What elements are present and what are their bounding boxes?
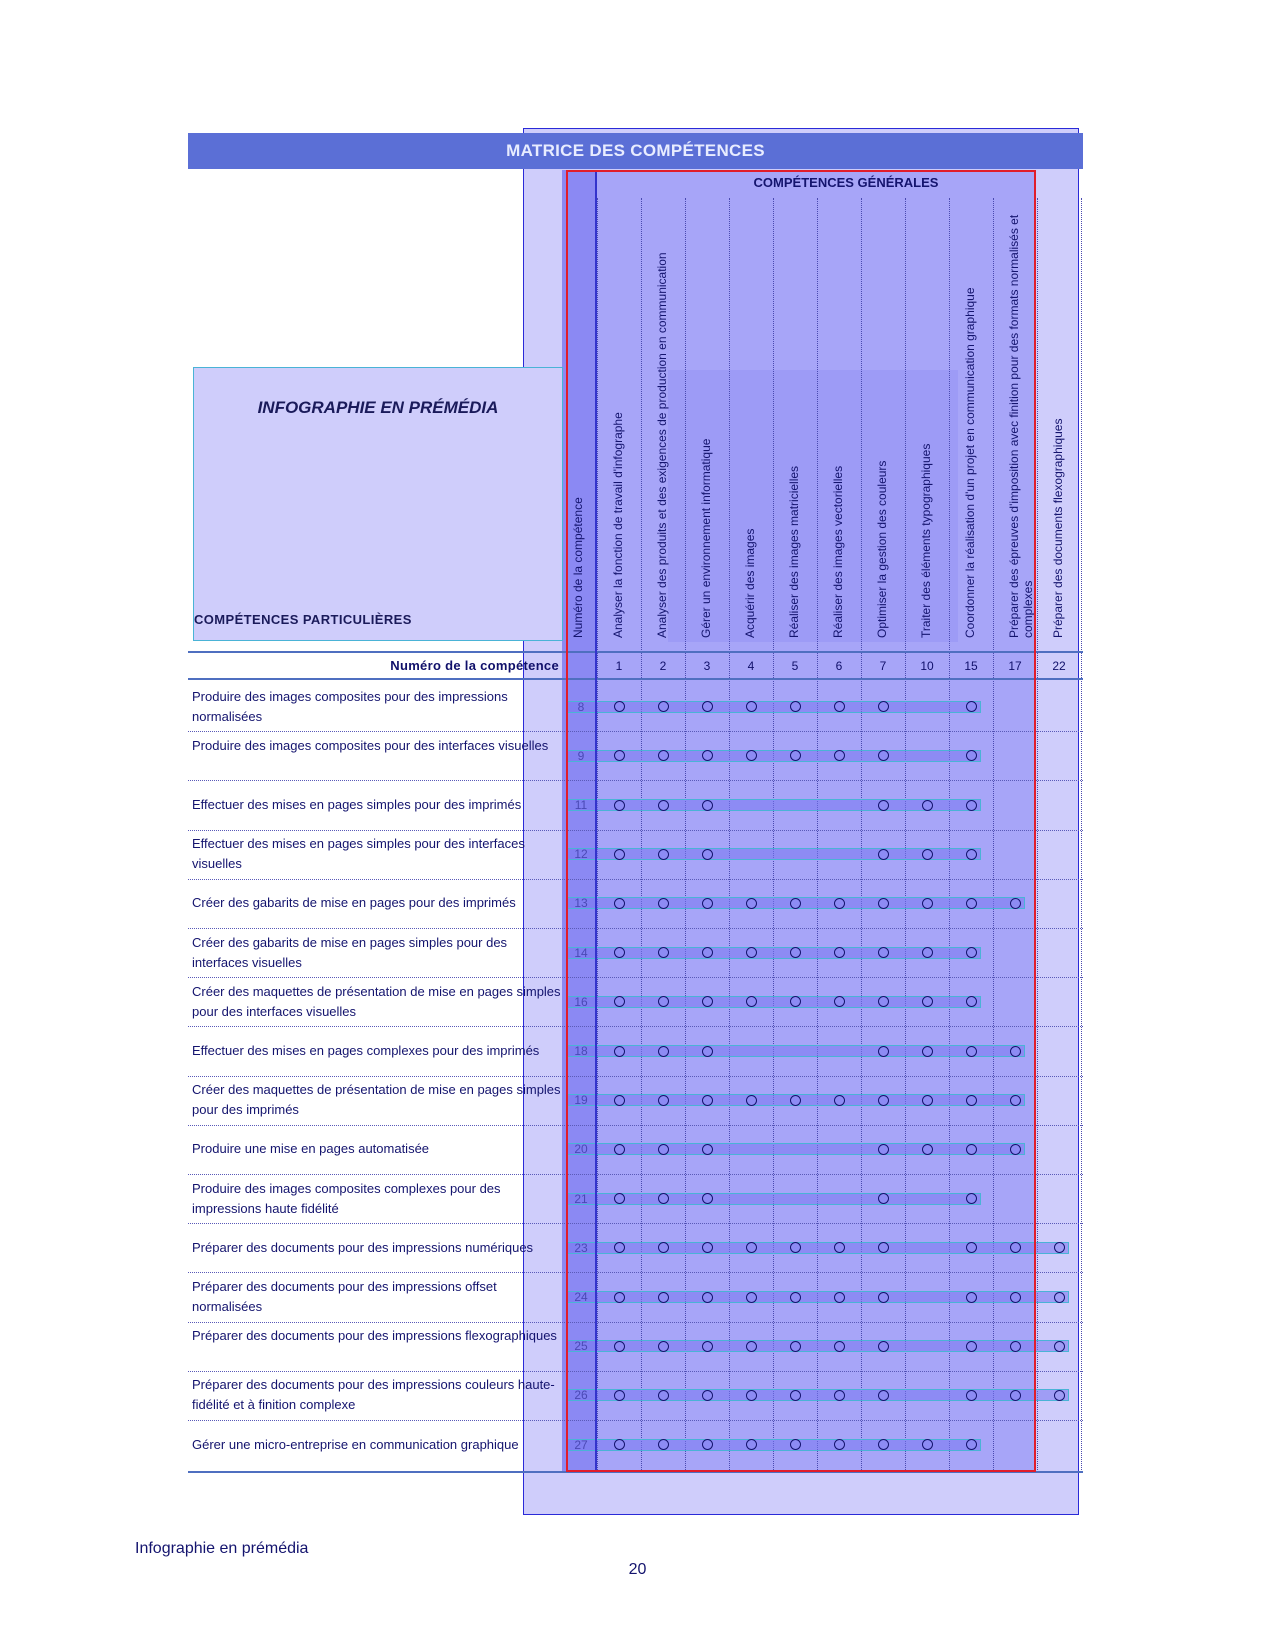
general-competency-label: Réaliser des images vectorielles [831, 465, 845, 638]
page-number: 20 [628, 1561, 647, 1578]
general-competency-label: Acquérir des images [743, 528, 757, 638]
particular-competency-label: Préparer des documents pour des impressions couleurs haute-fidélité et à finition complexe [192, 1377, 555, 1413]
particular-competency-label: Gérer une micro-entreprise en communication graphique [192, 1436, 519, 1452]
general-competency-label: Optimiser la gestion des couleurs [875, 460, 889, 638]
number-row-label: Numéro de la compétence [390, 658, 559, 673]
general-competency-number: 6 [835, 659, 843, 673]
general-competency-number: 7 [879, 659, 887, 673]
particular-competency-label: Effectuer des mises en pages simples pour des imprimés [192, 797, 522, 812]
general-competency-label: Préparer des documents flexographiques [1051, 418, 1065, 638]
program-header-box [193, 367, 563, 641]
general-competency-number: 22 [1052, 659, 1066, 673]
column-divider [1081, 198, 1082, 1470]
general-competency-label: Analyser la fonction de travail d'infographe [611, 412, 625, 638]
general-competency-label: Gérer un environnement informatique [699, 438, 713, 638]
particular-competencies-header: COMPÉTENCES PARTICULIÈRES [194, 612, 412, 627]
general-competencies-header: COMPÉTENCES GÉNÉRALES [753, 175, 939, 190]
selection-outline [566, 170, 1036, 1472]
general-competency-label: Réaliser des images matricielles [787, 465, 801, 638]
particular-competency-label: Créer des maquettes de présentation de mise en pages simples pour des imprimés [192, 1082, 561, 1118]
particular-competency-label: Produire une mise en pages automatisée [192, 1141, 430, 1157]
general-competency-number: 4 [747, 659, 755, 673]
general-competency-label: Préparer des épreuves d'imposition avec finition pour des formats normalisés et complexes [1007, 214, 1035, 638]
particular-competency-label: Produire des images composites pour des interfaces visuelles [192, 737, 549, 753]
particular-competency-label: Créer des maquettes de présentation de mise en pages simples pour des interfaces visuelles [192, 983, 561, 1019]
particular-competency-label: Préparer des documents pour des impressions numériques [192, 1239, 534, 1255]
general-competency-number: 1 [615, 659, 623, 673]
competency-link-mark [1054, 1341, 1065, 1352]
particular-competency-label: Créer des gabarits de mise en pages pour des imprimés [192, 895, 516, 911]
general-competency-label: Analyser des produits et des exigences de production en communication [655, 252, 669, 638]
general-competency-number: 5 [791, 659, 799, 673]
general-competency-label: Traiter des éléments typographiques [919, 443, 933, 638]
general-competency-number: 3 [703, 659, 711, 673]
column-divider [1037, 198, 1038, 1470]
general-competency-number: 15 [964, 659, 978, 673]
general-competency-number: 10 [920, 659, 934, 673]
particular-competency-label: Préparer des documents pour des impressions offset normalisées [192, 1279, 497, 1314]
program-title: INFOGRAPHIE EN PRÉMÉDIA [257, 398, 499, 417]
competency-link-mark [1054, 1390, 1065, 1401]
general-competency-number: 2 [659, 659, 667, 673]
particular-competency-label: Préparer des documents pour des impressions flexographiques [192, 1328, 557, 1344]
particular-competency-label: Produire des images composites complexes pour des impressions haute fidélité [192, 1180, 501, 1216]
general-competency-label: Coordonner la réalisation d'un projet en communication graphique [963, 287, 977, 638]
matrix-title: MATRICE DES COMPÉTENCES [506, 141, 765, 160]
particular-competency-label: Créer des gabarits de mise en pages simples pour des interfaces visuelles [192, 934, 508, 970]
general-competency-number: 17 [1008, 659, 1022, 673]
competency-link-mark [1054, 1292, 1065, 1303]
matrix-title-bar [188, 133, 1083, 169]
number-column-label: Numéro de la compétence [571, 497, 585, 638]
competency-link-mark [1054, 1242, 1065, 1253]
footer-program-name: Infographie en prémédia [135, 1540, 309, 1557]
particular-competency-label: Effectuer des mises en pages complexes pour des imprimés [192, 1043, 540, 1058]
particular-competency-label: Effectuer des mises en pages simples pour des interfaces visuelles [192, 836, 525, 872]
particular-competency-label: Produire des images composites pour des impressions normalisées [192, 688, 508, 724]
